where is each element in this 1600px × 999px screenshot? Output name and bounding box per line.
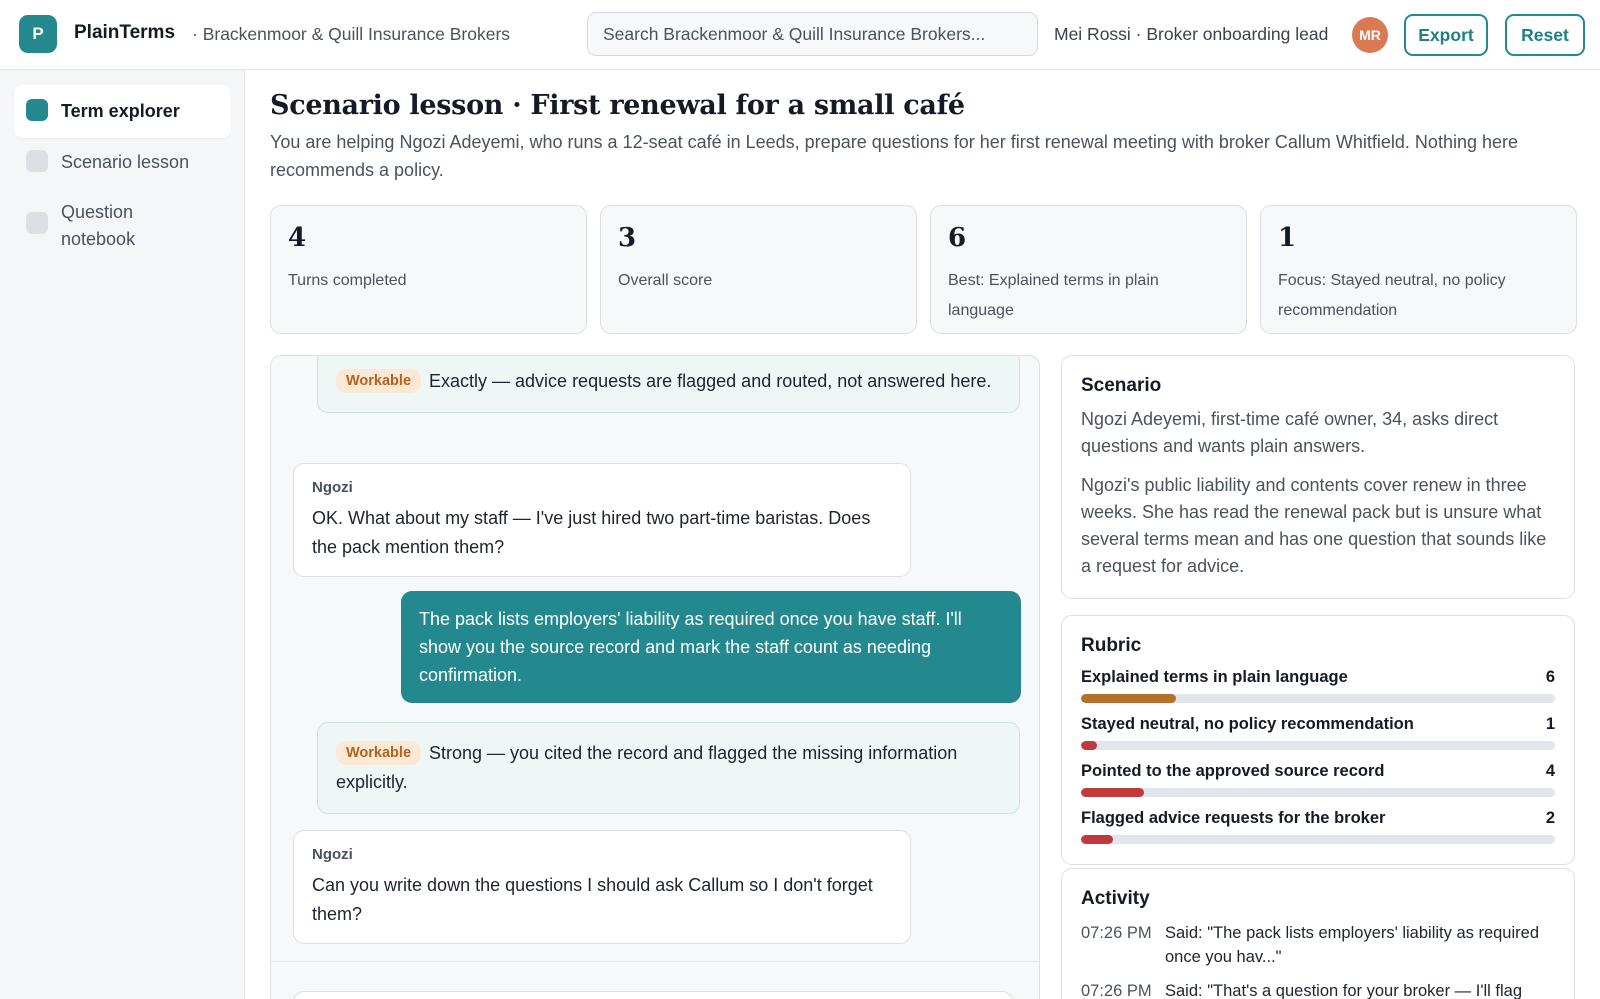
rubric-bar <box>1081 741 1555 750</box>
activity-title: Activity <box>1081 888 1150 909</box>
rubric-score: 2 <box>1545 809 1555 827</box>
stat-card-focus <box>1260 205 1577 334</box>
scenario-title: Scenario <box>1081 375 1162 396</box>
rubric-row <box>1081 666 1555 703</box>
top-bar <box>0 0 1600 70</box>
nav-square-icon <box>26 99 48 121</box>
sidebar-item-scenario-lesson[interactable] <box>14 136 231 189</box>
stat-value: 6 <box>948 223 967 253</box>
reset-button[interactable]: Reset <box>1505 14 1585 56</box>
rubric-label: Stayed neutral, no policy recommendation <box>1081 715 1414 733</box>
rubric-card <box>1061 615 1575 865</box>
rubric-title: Rubric <box>1081 635 1142 656</box>
activity-text: Said: "The pack lists employers' liability as required once you hav..." <box>1165 924 1539 966</box>
feedback-message <box>317 355 1020 413</box>
export-button[interactable]: Export <box>1404 14 1488 56</box>
avatar[interactable]: MR <box>1352 17 1388 53</box>
rubric-bar-fill <box>1081 835 1113 844</box>
nav-square-icon <box>26 150 48 172</box>
rubric-label: Explained terms in plain language <box>1081 668 1348 686</box>
sidebar-item-question-notebook[interactable] <box>14 186 231 266</box>
scenario-card <box>1061 355 1575 599</box>
sidebar <box>0 70 245 999</box>
rubric-label: Pointed to the approved source record <box>1081 762 1385 780</box>
rubric-bar-fill <box>1081 694 1176 703</box>
sidebar-item-term-explorer[interactable] <box>14 85 231 138</box>
message-text: OK. What about my staff — I've just hired two part-time baristas. Does the pack mention them? <box>312 508 871 557</box>
feedback-message <box>317 722 1020 814</box>
activity-card <box>1061 868 1575 999</box>
nav-square-icon <box>26 212 48 234</box>
page-subtitle: You are helping Ngozi Adeyemi, who runs a 12-seat café in Leeds, prepare questions for her first renewal meeting with broker Callum Whitfield. Nothing here recommends a policy. <box>270 132 1519 180</box>
chat-message-ngozi <box>293 830 911 944</box>
sidebar-item-label: Term explorer <box>61 101 180 121</box>
chat-message-user: The pack lists employers' liability as required once you have staff. I'll show you the source record and mark the staff count as needing confirmation. <box>401 591 1021 703</box>
rubric-row <box>1081 760 1555 797</box>
stat-label: Overall score <box>618 272 713 289</box>
stat-label: Turns completed <box>288 272 407 289</box>
rating-badge: Workable <box>336 741 421 765</box>
sidebar-item-label: Question notebook <box>61 202 136 249</box>
stat-value: 1 <box>1278 223 1297 253</box>
rubric-row <box>1081 807 1555 844</box>
rubric-bar <box>1081 835 1555 844</box>
stat-card-turns <box>270 205 587 334</box>
scenario-persona: Ngozi Adeyemi, first-time café owner, 34, asks direct questions and wants plain answers. <box>1081 409 1499 456</box>
activity-item <box>1081 921 1555 969</box>
rubric-score: 6 <box>1545 668 1555 686</box>
activity-time: 07:26 PM <box>1081 924 1152 942</box>
feedback-text: Strong — you cited the record and flagged the missing information explicitly. <box>336 743 958 792</box>
message-text: Can you write down the questions I should ask Callum so I don't forget them? <box>312 875 873 924</box>
organization-name: · Brackenmoor & Quill Insurance Brokers <box>192 24 511 44</box>
activity-item <box>1081 979 1555 999</box>
message-sender: Ngozi <box>312 479 353 496</box>
reply-composer[interactable] <box>293 991 1013 999</box>
page-title: Scenario lesson · First renewal for a small café <box>270 90 965 121</box>
rubric-bar <box>1081 788 1555 797</box>
rubric-bar <box>1081 694 1555 703</box>
stat-card-best <box>930 205 1247 334</box>
rubric-score: 1 <box>1545 715 1555 733</box>
stat-label: Focus: Stayed neutral, no policy recommendation <box>1278 272 1506 319</box>
app-logo[interactable]: P <box>19 15 57 53</box>
stat-label: Best: Explained terms in plain language <box>948 272 1159 319</box>
stat-card-overall-score <box>600 205 917 334</box>
rubric-bar-fill <box>1081 741 1097 750</box>
activity-text: Said: "That's a question for your broker — I'll flag <box>1165 982 1522 999</box>
rubric-row <box>1081 713 1555 750</box>
app-name[interactable]: PlainTerms <box>74 22 176 43</box>
rubric-bar-fill <box>1081 788 1144 797</box>
chat-divider <box>271 961 1040 962</box>
message-sender: Ngozi <box>312 846 353 863</box>
stat-value: 3 <box>618 223 637 253</box>
sidebar-item-label: Scenario lesson <box>61 152 190 172</box>
user-label: Mei Rossi · Broker onboarding lead <box>1054 24 1329 44</box>
chat-transcript[interactable] <box>270 355 1040 999</box>
rubric-score: 4 <box>1545 762 1555 780</box>
feedback-text: Exactly — advice requests are flagged and routed, not answered here. <box>429 371 992 391</box>
search-input[interactable] <box>587 12 1038 56</box>
chat-message-ngozi <box>293 463 911 577</box>
rating-badge: Workable <box>336 369 421 393</box>
stat-value: 4 <box>288 223 307 253</box>
scenario-details: Ngozi's public liability and contents cover renew in three weeks. She has read the renewal pack but is unsure what several terms mean and has one question that sounds like a request for advice. <box>1081 475 1547 576</box>
rubric-label: Flagged advice requests for the broker <box>1081 809 1386 827</box>
activity-time: 07:26 PM <box>1081 982 1152 999</box>
